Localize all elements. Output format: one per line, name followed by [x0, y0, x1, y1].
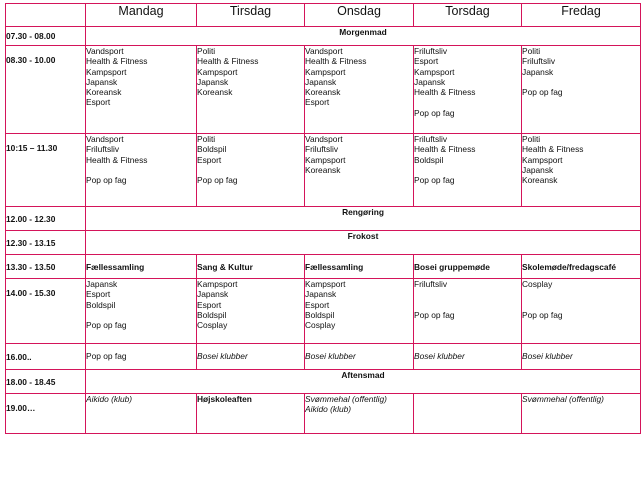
day-header-torsdag: Torsdag	[414, 4, 522, 27]
pop-op-fag: Pop op fag	[414, 107, 455, 118]
cell-mandag	[86, 279, 197, 344]
activity: Boldspil	[197, 144, 227, 155]
activity: Health & Fitness	[522, 144, 584, 155]
time-label: 07.30 - 08.00	[6, 27, 86, 46]
activity: Vandsport	[86, 134, 124, 144]
spacer	[414, 165, 521, 175]
activity: Cosplay	[522, 279, 553, 289]
weekly-schedule-table	[5, 3, 641, 434]
activity: Esport	[86, 97, 111, 108]
day-header-tirsdag: Tirsdag	[197, 4, 305, 27]
span-cell-aftensmad: Aftensmad	[86, 370, 641, 394]
day-header-mandag: Mandag	[86, 4, 197, 27]
cell-onsdag	[305, 46, 414, 134]
cell-onsdag	[305, 394, 414, 434]
activity: Politi	[522, 46, 541, 56]
cell-fredag	[522, 279, 641, 344]
pop-op-fag: Pop op fag	[197, 175, 238, 186]
activity: Vandsport	[86, 46, 124, 56]
cell-torsdag	[414, 279, 522, 344]
cell-tirsdag	[197, 279, 305, 344]
spacer	[197, 165, 304, 175]
pop-op-fag: Pop op fag	[522, 309, 563, 320]
row-1600	[6, 344, 641, 370]
activity: Koreansk	[522, 175, 558, 186]
activity: Politi	[197, 134, 216, 144]
time-label: 14.00 - 15.30	[6, 279, 86, 344]
activity: Health & Fitness	[86, 154, 148, 165]
time-label: 18.00 - 18.45	[6, 370, 86, 394]
activity: Japansk	[197, 289, 229, 300]
activity: Koreansk	[197, 87, 233, 98]
time-label: 10:15 – 11.30	[6, 134, 86, 207]
cell-onsdag: Fællessamling	[305, 255, 414, 279]
activity: Cosplay	[197, 320, 228, 331]
cell-mandag: Aikido (klub)	[86, 394, 197, 434]
cell-fredag	[522, 46, 641, 134]
time-label: 12.30 - 13.15	[6, 231, 86, 255]
activity: Japansk	[414, 76, 446, 87]
activity: Kampsport	[197, 66, 238, 77]
spacer	[414, 300, 521, 310]
activity: Health & Fitness	[305, 56, 367, 67]
pop-op-fag: Pop op fag	[414, 175, 455, 186]
activity: Koreansk	[86, 87, 122, 98]
cell-mandag	[86, 134, 197, 207]
activity: Kampsport	[305, 66, 346, 77]
cell-onsdag	[305, 134, 414, 207]
cell-torsdag	[414, 134, 522, 207]
cell-tirsdag: Bosei klubber	[197, 344, 305, 370]
activity: Aikido (klub)	[305, 404, 352, 415]
spacer	[86, 310, 196, 320]
pop-op-fag: Pop op fag	[522, 87, 563, 98]
row-1400	[6, 279, 641, 344]
row-1230	[6, 231, 641, 255]
activity: Boldspil	[197, 309, 227, 320]
activity: Health & Fitness	[86, 56, 148, 67]
activity: Japansk	[197, 76, 229, 87]
row-1330	[6, 255, 641, 279]
header-row	[6, 4, 641, 27]
activity: Health & Fitness	[197, 56, 259, 67]
activity: Esport	[305, 299, 330, 310]
activity: Koreansk	[305, 164, 341, 175]
cell-mandag	[86, 46, 197, 134]
row-1800	[6, 370, 641, 394]
activity: Friluftsliv	[414, 134, 448, 144]
activity: Friluftsliv	[414, 279, 448, 289]
activity: Japansk	[305, 76, 337, 87]
activity: Cosplay	[305, 320, 336, 331]
activity: Kampsport	[305, 154, 346, 165]
activity: Esport	[414, 56, 439, 67]
spacer	[522, 289, 640, 299]
row-1200	[6, 207, 641, 231]
time-label: 12.00 - 12.30	[6, 207, 86, 231]
time-label: 19.00…	[6, 394, 86, 434]
spacer	[522, 77, 640, 87]
activity: Friluftsliv	[414, 46, 448, 56]
activity: Japansk	[522, 164, 554, 175]
activity: Kampsport	[522, 154, 563, 165]
day-header-onsdag: Onsdag	[305, 4, 414, 27]
cell-fredag: Skolemøde/fredagscafé	[522, 255, 641, 279]
span-cell-rengoring: Rengøring	[86, 207, 641, 231]
cell-torsdag	[414, 46, 522, 134]
cell-tirsdag: Højskoleaften	[197, 394, 305, 434]
cell-tirsdag	[197, 46, 305, 134]
activity: Kampsport	[305, 279, 346, 289]
row-1015	[6, 134, 641, 207]
pop-op-fag: Pop op fag	[86, 320, 127, 331]
cell-fredag: Svømmehal (offentlig)	[522, 394, 641, 434]
cell-tirsdag	[197, 134, 305, 207]
activity: Vandsport	[305, 134, 343, 144]
activity: Vandsport	[305, 46, 343, 56]
span-cell-frokost: Frokost	[86, 231, 641, 255]
activity: Koreansk	[305, 87, 341, 98]
activity: Japansk	[305, 289, 337, 300]
activity: Boldspil	[414, 154, 444, 165]
cell-mandag: Fællessamling	[86, 255, 197, 279]
cell-onsdag	[305, 279, 414, 344]
activity: Health & Fitness	[414, 144, 476, 155]
activity: Kampsport	[197, 279, 238, 289]
cell-fredag: Bosei klubber	[522, 344, 641, 370]
spacer	[414, 289, 521, 299]
spacer	[414, 97, 521, 107]
time-label: 08.30 - 10.00	[6, 46, 86, 134]
cell-mandag: Pop op fag	[86, 344, 197, 370]
activity: Esport	[197, 154, 222, 165]
time-label: 13.30 - 13.50	[6, 255, 86, 279]
activity: Japansk	[86, 279, 118, 289]
pop-op-fag: Pop op fag	[86, 175, 127, 186]
cell-onsdag: Bosei klubber	[305, 344, 414, 370]
activity: Friluftsliv	[522, 56, 556, 67]
activity: Esport	[86, 289, 111, 300]
activity: Health & Fitness	[414, 87, 476, 98]
cell-torsdag	[414, 394, 522, 434]
span-cell-morgenmad: Morgenmad	[86, 27, 641, 46]
activity: Kampsport	[414, 66, 455, 77]
activity: Politi	[197, 46, 216, 56]
time-label: 16.00..	[6, 344, 86, 370]
activity: Esport	[305, 97, 330, 108]
activity: Politi	[522, 134, 541, 144]
activity: Friluftsliv	[305, 144, 339, 155]
activity: Japansk	[86, 76, 118, 87]
activity: Esport	[197, 299, 222, 310]
cell-torsdag: Bosei klubber	[414, 344, 522, 370]
activity: Friluftsliv	[86, 144, 120, 155]
spacer	[522, 300, 640, 310]
row-0730	[6, 27, 641, 46]
row-1900	[6, 394, 641, 434]
activity: Kampsport	[86, 66, 127, 77]
corner-cell	[6, 4, 86, 27]
pop-op-fag: Pop op fag	[414, 309, 455, 320]
cell-fredag	[522, 134, 641, 207]
activity: Boldspil	[86, 299, 116, 310]
activity: Japansk	[522, 66, 554, 77]
row-0830	[6, 46, 641, 134]
activity: Svømmehal (offentlig)	[305, 394, 387, 404]
activity: Boldspil	[305, 309, 335, 320]
cell-tirsdag: Sang & Kultur	[197, 255, 305, 279]
cell-torsdag: Bosei gruppemøde	[414, 255, 522, 279]
day-header-fredag: Fredag	[522, 4, 641, 27]
spacer	[86, 165, 196, 175]
